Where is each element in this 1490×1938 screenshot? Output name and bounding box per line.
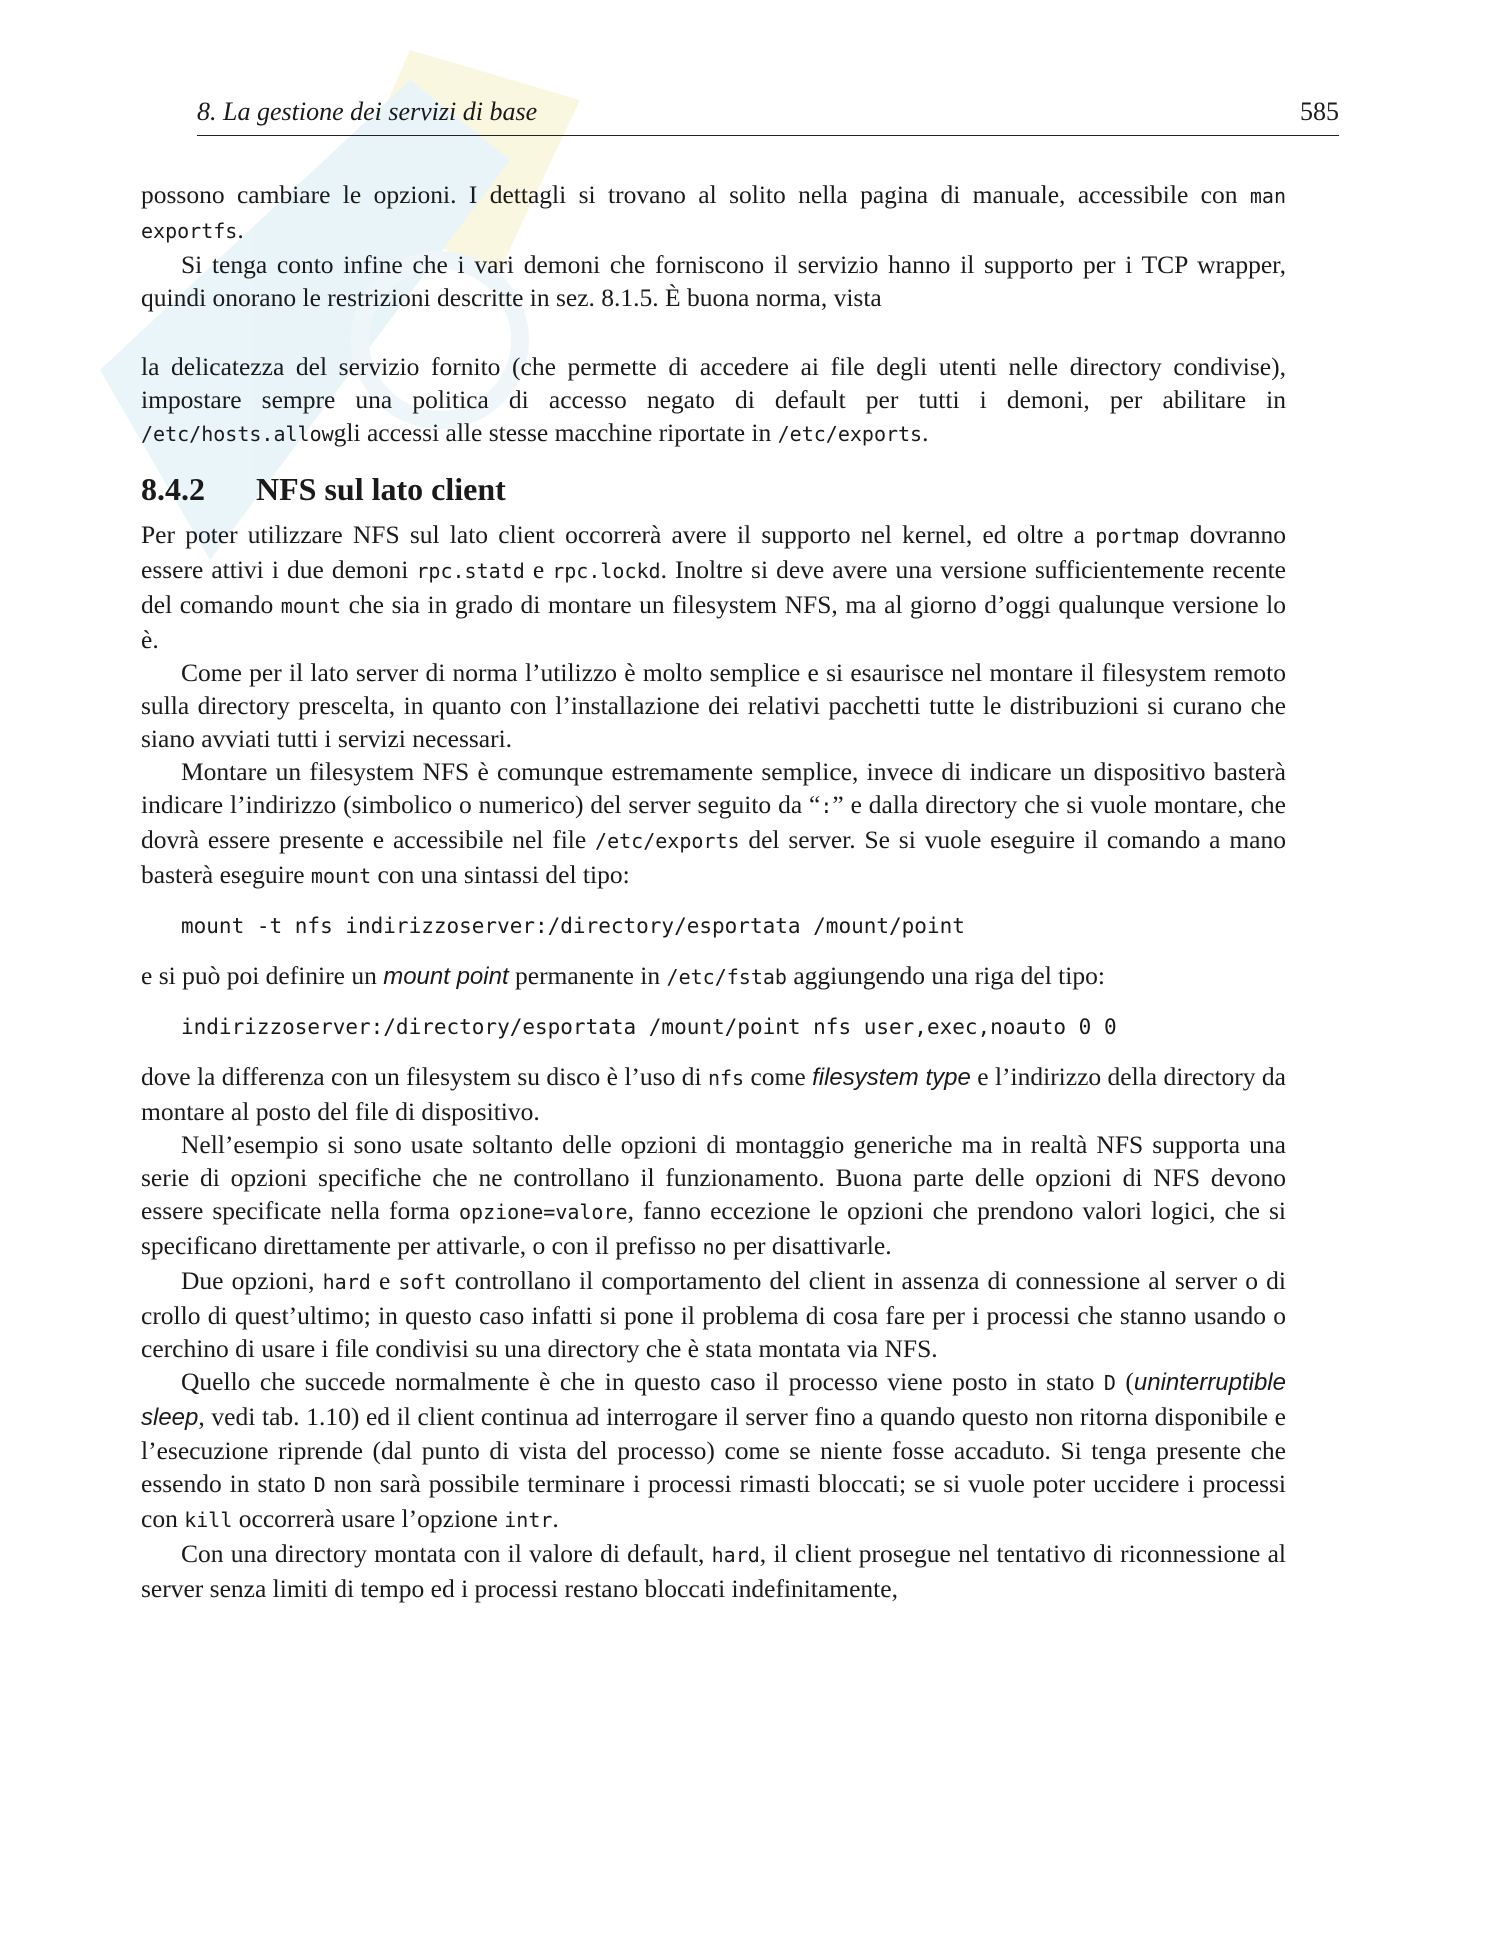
paragraph-default-hard: Con una directory montata con il valore di default, hard, il client prosegue nel tentativo di riconnessione al server senza limiti di tempo ed i processi restano bloccati indefinitamente, xyxy=(141,1539,1286,1603)
paragraph-client-support: Per poter utilizzare NFS sul lato client occorrerà avere il supporto nel kernel, ed oltre a portmap dovranno essere attivi i due demoni rpc.statd e rpc.lockd. Inoltre si deve avere una versione sufficientemente recente del comando mount che sia in grado di montare un filesystem NFS, ma al giorno d’oggi qualunque versione lo è. xyxy=(141,520,1287,654)
paragraph-exportfs: possono cambiare le opzioni. I dettagli si trovano al solito nella pagina di manuale, accessibile con man exportfs. xyxy=(141,180,1286,244)
section-number: 8.4.2 xyxy=(141,471,205,507)
paragraph-tcp-wrapper: Si tenga conto infine che i vari demoni che forniscono il servizio hanno il supporto per i TCP wrapper, quindi onorano le restrizioni descritte in sez. 8.1.5. È buona norma, vista xyxy=(141,250,1286,312)
paragraph-hard-soft: Due opzioni, hard e soft controllano il comportamento del client in assenza di connessione al server o di crollo di quest’ultimo; in questo caso infatti si pone il problema di cosa fare per i processi che stanno usando o cerchino di usare i file condivisi su una directory che è stata montata via NFS. xyxy=(141,1266,1286,1363)
page-number: 585 xyxy=(1300,97,1339,126)
section-heading xyxy=(141,473,1286,506)
code-mount-command: mount -t nfs indirizzoserver:/directory/esportata /mount/point xyxy=(181,914,965,938)
paragraph-fstype: dove la differenza con un filesystem su disco è l’uso di nfs come filesystem type e l’indirizzo della directory da montare al posto del file di dispositivo. xyxy=(141,1062,1286,1126)
page-body xyxy=(141,178,1286,1605)
paragraph-mount: Montare un filesystem NFS è comunque estremamente semplice, invece di indicare un dispositivo basterà indicare l’indirizzo (simbolico o numerico) del server seguito da “:” e dalla directory che si vuole montare, che dovrà essere presente e accessibile nel file /etc/exports del server. Se si vuole eseguire il comando a mano basterà eseguire mount con una sintassi del tipo: xyxy=(141,757,1286,889)
paragraph-fstab: e si può poi definire un mount point permanente in /etc/fstab aggiungendo una riga del tipo: xyxy=(141,961,1105,990)
code-fstab-line: indirizzoserver:/directory/esportata /mount/point nfs user,exec,noauto 0 0 xyxy=(181,1015,1117,1039)
section-title: NFS sul lato client xyxy=(256,471,506,507)
paragraph-usage: Come per il lato server di norma l’utilizzo è molto semplice e si esaurisce nel montare il filesystem remoto sulla directory prescelta, in quanto con l’installazione dei relativi pacchetti tutte le distribuzioni si curano che siano avviati tutti i servizi necessari. xyxy=(141,658,1286,753)
running-title: 8. La gestione dei servizi di base xyxy=(197,97,538,126)
paragraph-hosts-allow: la delicatezza del servizio fornito (che permette di accedere ai file degli utenti nelle directory condivise), impostare sempre una politica di accesso negato di default per tutti i demoni, per abilitare in /etc/hosts.allowgli accessi alle stesse macchine riportate in /etc/exports. xyxy=(141,352,1286,447)
paragraph-state-d: Quello che succede normalmente è che in questo caso il processo viene posto in stato D (uninterruptible sleep, vedi tab. 1.10) ed il client continua ad interrogare il server fino a quando questo non ritorna disponibile e l’esecuzione riprende (dal punto di vista del processo) come se niente fosse accaduto. Si tenga presente che essendo in stato D non sarà possibile terminare i processi rimasti bloccati; se si vuole poter uccidere i processi con kill occorrerà usare l’opzione intr. xyxy=(141,1367,1287,1533)
paragraph-options: Nell’esempio si sono usate soltanto delle opzioni di montaggio generiche ma in realtà NFS supporta una serie di opzioni specifiche che ne controllano il funzionamento. Buona parte delle opzioni di NFS devono essere specificate nella forma opzione=valore, fanno eccezione le opzioni che prendono valori logici, che si specificano direttamente per attivarle, o con il prefisso no per disattivarle. xyxy=(141,1130,1286,1260)
page-header xyxy=(197,95,1339,136)
